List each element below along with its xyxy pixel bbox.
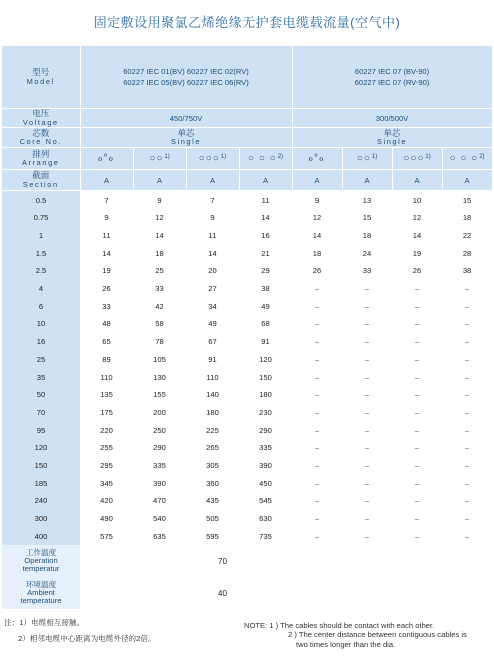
core-label: 芯数 Core No.	[2, 128, 80, 148]
current-cell: –	[414, 301, 420, 311]
unit-cell: A	[133, 170, 186, 191]
current-cell: –	[464, 478, 470, 488]
footnote-marker: 1)	[425, 153, 431, 160]
table-row	[2, 280, 492, 298]
current-cell: –	[314, 496, 320, 506]
current-cell: 18	[312, 248, 322, 258]
current-cell: 505	[206, 514, 219, 523]
unit-cell: A	[442, 170, 492, 191]
table-row	[2, 350, 492, 368]
current-cell: –	[414, 443, 420, 453]
ampacity-table	[2, 46, 493, 609]
current-cell: –	[364, 531, 370, 541]
current-cell: 470	[153, 496, 166, 506]
ambient-temperature-value: 40	[218, 588, 227, 598]
current-cell: –	[364, 301, 370, 311]
cable-arrangement-icon: ℴ°ℴ	[97, 153, 115, 165]
current-cell: 12	[312, 213, 322, 223]
current-cell: –	[414, 390, 420, 400]
table-row	[2, 404, 492, 422]
current-cell: 15	[362, 213, 372, 223]
current-cell: 22	[462, 231, 472, 240]
current-cell: 180	[259, 390, 272, 400]
current-cell: –	[314, 407, 320, 417]
current-cell: –	[464, 390, 470, 400]
operation-temperature-label: 工作温度 Operation temperatur	[2, 545, 80, 577]
arrangement-4	[239, 148, 292, 170]
current-cell: 390	[153, 478, 166, 488]
arrangement-2	[133, 148, 186, 170]
current-cell: 14	[412, 231, 422, 240]
current-cell: –	[464, 284, 470, 294]
notes-zh: 注：1）电缆相互接触。 2）相邻电缆中心距离为电缆外径的2倍。	[4, 618, 156, 643]
operation-temperature-value: 70	[218, 556, 227, 566]
current-cell: –	[364, 407, 370, 417]
cable-arrangement-icon: ○○	[149, 153, 164, 165]
cable-arrangement-icon: ℴ°ℴ	[308, 153, 325, 165]
table-row	[2, 297, 492, 315]
model-left: 60227 IEC 01(BV) 60227 IEC 02(RV) 60227 IEC 05(BV) 60227 IEC 06(RV)	[80, 46, 292, 109]
table-row	[2, 474, 492, 492]
current-cell: –	[364, 460, 370, 470]
arrangement-5	[292, 148, 342, 170]
current-cell: 12	[412, 213, 422, 223]
table-row	[2, 510, 492, 528]
table-row	[2, 333, 492, 351]
footnote-marker: 2)	[277, 153, 284, 160]
current-cell: 15	[462, 195, 472, 205]
current-cell: 120	[259, 354, 272, 364]
current-cell: 58	[155, 319, 164, 329]
current-cell: 150	[259, 372, 272, 382]
footnote-marker: 1)	[371, 153, 378, 160]
table-row	[2, 492, 492, 510]
section-cell: 120	[2, 439, 80, 457]
current-cell: 305	[206, 460, 219, 470]
current-cell: –	[314, 514, 320, 523]
voltage-label: 电压 Voltage	[2, 109, 80, 128]
current-cell: 13	[362, 195, 372, 205]
core-left: 单芯 Single	[80, 128, 292, 148]
arrangement-6	[342, 148, 392, 170]
current-cell: 11	[102, 231, 111, 240]
current-cell: –	[314, 443, 320, 453]
current-cell: –	[364, 319, 370, 329]
current-cell: 48	[102, 319, 111, 329]
current-cell: –	[314, 478, 320, 488]
current-cell: 14	[208, 248, 217, 258]
section-cell: 1	[2, 227, 80, 245]
current-cell: 49	[261, 301, 270, 311]
current-cell: –	[364, 372, 370, 382]
current-cell: –	[464, 443, 470, 453]
current-cell: 25	[155, 266, 164, 276]
current-cell: 26	[412, 266, 422, 276]
current-cell: 65	[102, 337, 111, 347]
current-cell: –	[364, 496, 370, 506]
current-cell: –	[314, 337, 320, 347]
current-cell: –	[464, 531, 470, 541]
current-cell: –	[464, 496, 470, 506]
current-cell: 11	[261, 195, 270, 205]
current-cell: 175	[100, 407, 113, 417]
current-cell: 290	[153, 443, 166, 453]
footnote-marker: 2)	[479, 153, 485, 160]
current-cell: 290	[259, 425, 272, 435]
footnote-marker: 1)	[220, 153, 227, 160]
current-cell: –	[314, 425, 320, 435]
current-cell: 450	[259, 478, 272, 488]
ambient-temperature-label: 环境温度 Ambient temperature	[2, 577, 80, 609]
current-cell: –	[464, 514, 470, 523]
current-cell: –	[314, 319, 320, 329]
cable-arrangement-icon: ○○	[356, 153, 371, 165]
current-cell: 7	[104, 195, 109, 205]
current-cell: 490	[100, 514, 113, 523]
core-right: 单芯 Single	[292, 128, 492, 148]
current-cell: 225	[206, 425, 219, 435]
current-cell: 67	[208, 337, 217, 347]
current-cell: 49	[208, 319, 217, 329]
cable-arrangement-icon: ○ ○ ○	[248, 153, 277, 165]
voltage-right: 300/500V	[292, 109, 492, 128]
current-cell: –	[364, 284, 370, 294]
current-cell: –	[414, 337, 420, 347]
current-cell: 635	[153, 531, 166, 541]
current-cell: 28	[462, 248, 472, 258]
current-cell: 18	[155, 248, 164, 258]
current-cell: 200	[153, 407, 166, 417]
current-cell: –	[414, 425, 420, 435]
current-cell: –	[314, 390, 320, 400]
table-row	[2, 527, 492, 545]
current-cell: –	[314, 301, 320, 311]
model-label: 型号 Model	[2, 46, 80, 109]
current-cell: –	[364, 443, 370, 453]
current-cell: –	[464, 407, 470, 417]
current-cell: 19	[102, 266, 111, 276]
current-cell: –	[414, 496, 420, 506]
current-cell: –	[364, 478, 370, 488]
current-cell: 14	[261, 213, 270, 223]
section-cell: 240	[2, 492, 80, 510]
table-row	[2, 227, 492, 245]
current-cell: 135	[100, 390, 113, 400]
current-cell: 105	[153, 354, 166, 364]
current-cell: –	[414, 514, 420, 523]
section-cell: 185	[2, 474, 80, 492]
current-cell: –	[414, 284, 420, 294]
current-cell: 545	[259, 496, 272, 506]
section-cell: 16	[2, 333, 80, 351]
current-cell: 91	[208, 354, 217, 364]
table-row	[2, 421, 492, 439]
current-cell: 360	[206, 478, 219, 488]
model-right: 60227 IEC 07 (BV-90) 60227 IEC 07 (RV-90)	[292, 46, 492, 109]
current-cell: 110	[206, 372, 219, 382]
section-cell: 4	[2, 280, 80, 298]
unit-cell: A	[292, 170, 342, 191]
current-cell: 14	[155, 231, 164, 240]
current-cell: –	[464, 460, 470, 470]
current-cell: 9	[314, 195, 320, 205]
current-cell: 10	[412, 195, 422, 205]
section-cell: 70	[2, 404, 80, 422]
section-cell: 25	[2, 350, 80, 368]
current-cell: 78	[155, 337, 164, 347]
arrange-label: 排列 Arrange	[2, 148, 80, 170]
section-cell: 2.5	[2, 262, 80, 280]
cable-arrangement-icon: ○○○	[403, 153, 425, 165]
current-cell: 19	[412, 248, 422, 258]
table-row	[2, 315, 492, 333]
section-cell: 0.5	[2, 191, 80, 209]
table-row	[2, 368, 492, 386]
notes-en: NOTE: 1 ) The cables should be contact with each other. 2 ) The center distance between contiguous cables is two times longer than the dia.	[244, 621, 467, 649]
current-cell: 14	[312, 231, 322, 240]
current-cell: 155	[153, 390, 166, 400]
current-cell: 110	[100, 372, 113, 382]
section-cell: 150	[2, 457, 80, 475]
current-cell: 38	[261, 284, 270, 294]
section-cell: 6	[2, 297, 80, 315]
current-cell: –	[364, 337, 370, 347]
section-cell: 300	[2, 510, 80, 528]
current-cell: 735	[259, 531, 272, 541]
arrangement-3	[186, 148, 239, 170]
current-cell: 18	[462, 213, 472, 223]
current-cell: –	[414, 460, 420, 470]
current-cell: 575	[100, 531, 113, 541]
current-cell: –	[364, 390, 370, 400]
current-cell: 34	[208, 301, 217, 311]
current-cell: 18	[362, 231, 372, 240]
current-cell: –	[464, 319, 470, 329]
current-cell: 42	[155, 301, 164, 311]
current-cell: 295	[100, 460, 113, 470]
current-cell: 89	[102, 354, 111, 364]
unit-cell: A	[239, 170, 292, 191]
current-cell: –	[464, 337, 470, 347]
table-row	[2, 439, 492, 457]
section-cell: 35	[2, 368, 80, 386]
ambient-temperature-row	[2, 577, 492, 609]
current-cell: –	[414, 478, 420, 488]
unit-cell: A	[342, 170, 392, 191]
current-cell: 29	[261, 266, 270, 276]
table-row	[2, 457, 492, 475]
current-cell: 68	[261, 319, 270, 329]
current-cell: 14	[102, 248, 111, 258]
current-cell: 27	[208, 284, 217, 294]
current-cell: –	[464, 372, 470, 382]
current-cell: 11	[208, 231, 217, 240]
arrangement-7	[392, 148, 442, 170]
table-row	[2, 191, 492, 209]
current-cell: –	[414, 354, 420, 364]
current-cell: –	[464, 301, 470, 311]
current-cell: 230	[259, 407, 272, 417]
current-cell: 9	[157, 195, 162, 205]
current-cell: 345	[100, 478, 113, 488]
current-cell: –	[314, 531, 320, 541]
current-cell: 435	[206, 496, 219, 506]
current-cell: 91	[261, 337, 270, 347]
current-cell: –	[414, 531, 420, 541]
current-cell: 24	[362, 248, 372, 258]
arrangement-8	[442, 148, 492, 170]
current-cell: 20	[208, 266, 217, 276]
current-cell: –	[314, 372, 320, 382]
current-cell: –	[364, 425, 370, 435]
current-cell: 38	[462, 266, 472, 276]
current-cell: 12	[155, 213, 164, 223]
current-cell: 390	[259, 460, 272, 470]
current-cell: 33	[362, 266, 372, 276]
current-cell: 220	[100, 425, 113, 435]
section-cell: 95	[2, 421, 80, 439]
current-cell: 130	[153, 372, 166, 382]
current-cell: 420	[100, 496, 113, 506]
table-row	[2, 244, 492, 262]
table-row	[2, 386, 492, 404]
section-cell: 400	[2, 527, 80, 545]
current-cell: 7	[210, 195, 215, 205]
section-cell: 10	[2, 315, 80, 333]
current-cell: 9	[210, 213, 215, 223]
section-cell: 50	[2, 386, 80, 404]
current-cell: –	[364, 514, 370, 523]
arrangement-1	[80, 148, 133, 170]
current-cell: 265	[206, 443, 219, 453]
page-title: 固定敷设用聚氯乙烯绝缘无护套电缆载流量(空气中)	[93, 15, 401, 30]
current-cell: –	[414, 407, 420, 417]
current-cell: 21	[261, 248, 270, 258]
current-cell: 9	[104, 213, 109, 223]
operation-temperature-row	[2, 545, 492, 577]
table-row	[2, 209, 492, 227]
section-cell: 1.5	[2, 244, 80, 262]
unit-cell: A	[392, 170, 442, 191]
current-cell: –	[314, 284, 320, 294]
unit-cell: A	[186, 170, 239, 191]
unit-cell: A	[80, 170, 133, 191]
current-cell: 140	[206, 390, 219, 400]
current-cell: 335	[153, 460, 166, 470]
current-cell: –	[314, 354, 320, 364]
table-row	[2, 262, 492, 280]
footnote-marker: 1)	[164, 153, 170, 160]
current-cell: 630	[259, 514, 272, 523]
current-cell: –	[364, 354, 370, 364]
voltage-left: 450/750V	[80, 109, 292, 128]
current-cell: 33	[155, 284, 164, 294]
section-cell: 0.75	[2, 209, 80, 227]
current-cell: 33	[102, 301, 111, 311]
current-cell: –	[464, 354, 470, 364]
current-cell: 26	[102, 284, 111, 294]
current-cell: 180	[206, 407, 219, 417]
cable-arrangement-icon: ○ ○ ○	[449, 153, 479, 165]
current-cell: 335	[259, 443, 272, 453]
current-cell: 250	[153, 425, 166, 435]
current-cell: 16	[261, 231, 270, 240]
current-cell: –	[464, 425, 470, 435]
current-cell: 595	[206, 531, 219, 541]
cable-arrangement-icon: ○○○	[198, 153, 220, 165]
section-label: 截面 Section	[2, 170, 80, 191]
current-cell: 26	[312, 266, 322, 276]
current-cell: –	[414, 372, 420, 382]
current-cell: –	[414, 319, 420, 329]
current-cell: –	[314, 460, 320, 470]
current-cell: 540	[153, 514, 166, 523]
current-cell: 255	[100, 443, 113, 453]
